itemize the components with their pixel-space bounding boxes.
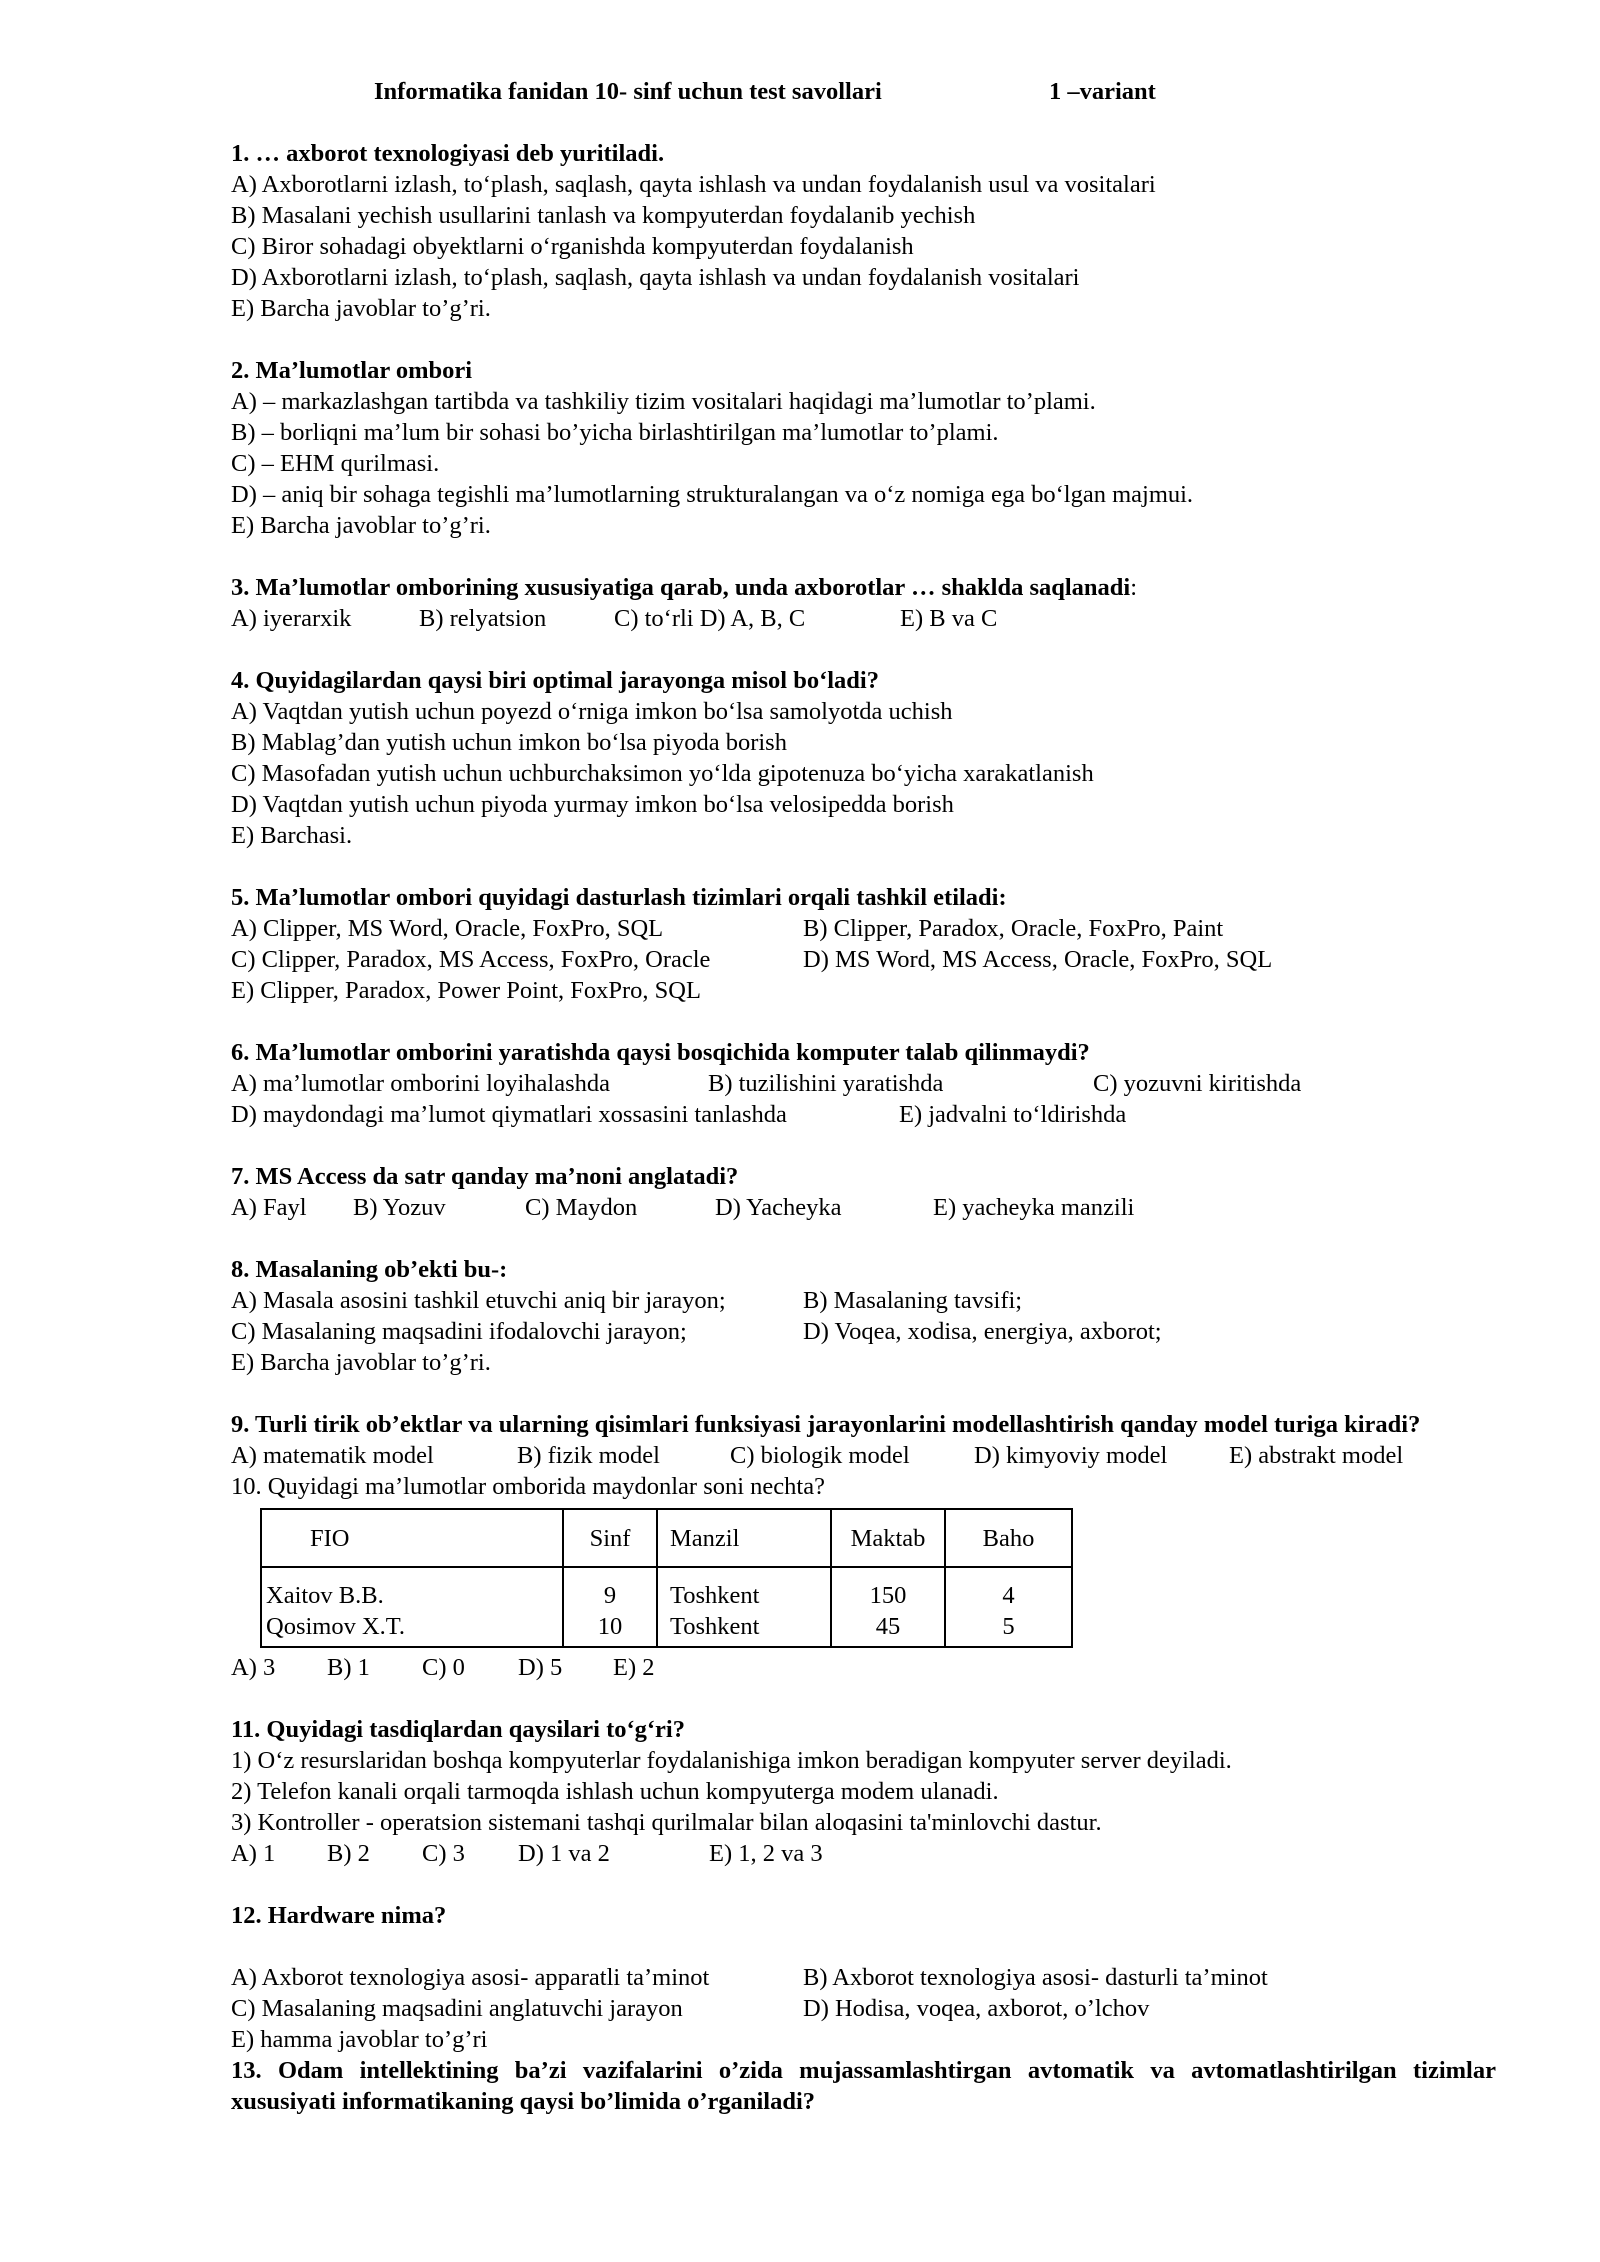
option-d: D) Hodisa, voqea, axborot, o’lchov — [803, 1995, 1150, 2022]
option-c: C) 3 — [422, 1840, 465, 1867]
cell-value: Qosimov X.T. — [266, 1613, 406, 1640]
option-a: A) ma’lumotlar omborini loyihalashda — [231, 1070, 610, 1097]
cell-value: 9 — [603, 1582, 617, 1609]
option-e: E) hamma javoblar to’g’ri — [231, 2026, 488, 2053]
cell-value: 150 — [869, 1582, 907, 1609]
option-a: A) matematik model — [231, 1442, 434, 1469]
options-row — [231, 1285, 1503, 1316]
option-b: B) Yozuv — [353, 1194, 446, 1221]
option-a: A) iyerarxik — [231, 605, 352, 632]
option-b: B) – borliqni ma’lum bir sohasi bo’yicha birlashtirilgan ma’lumotlar to’plami. — [231, 419, 999, 446]
option-d: D) 5 — [518, 1654, 563, 1681]
option-b: B) 1 — [327, 1654, 370, 1681]
options-row — [231, 1440, 1503, 1471]
option-a: A) 3 — [231, 1654, 276, 1681]
question-12 — [231, 1900, 1503, 2055]
option-c: C) 0 — [422, 1654, 465, 1681]
statement-3: 3) Kontroller - operatsion sistemani tashqi qurilmalar bilan aloqasini ta'minlovchi dastur. — [231, 1809, 1102, 1836]
option-c: C) biologik model — [730, 1442, 910, 1469]
question-line — [231, 572, 1503, 603]
cell-value: Toshkent — [670, 1582, 760, 1609]
option-e: E) jadvalni to‘ldirishda — [899, 1101, 1127, 1128]
header-baho: Baho — [945, 1509, 1072, 1567]
options-row — [231, 1068, 1503, 1099]
question-4 — [231, 665, 1503, 851]
cell-value: Toshkent — [670, 1613, 760, 1640]
question-2 — [231, 355, 1503, 541]
option-c: C) Masalaning maqsadini anglatuvchi jarayon — [231, 1995, 683, 2022]
options-row — [231, 1316, 1503, 1347]
option-e: E) abstrakt model — [1229, 1442, 1404, 1469]
option-c: C) – EHM qurilmasi. — [231, 450, 440, 477]
table-cell-maktab — [831, 1567, 945, 1647]
option-c: C) Masofadan yutish uchun uchburchaksimon yo‘lda gipotenuza bo‘yicha xarakatlanish — [231, 760, 1094, 787]
option-e: E) Barchasi. — [231, 822, 353, 849]
option-a: A) – markazlashgan tartibda va tashkiliy tizim vositalari haqidagi ma’lumotlar to’plami. — [231, 388, 1096, 415]
question-8 — [231, 1254, 1503, 1378]
option-b: B) fizik model — [517, 1442, 660, 1469]
option-c: C) Clipper, Paradox, MS Access, FoxPro, Oracle — [231, 946, 711, 973]
question-5 — [231, 882, 1503, 1006]
option-b: B) tuzilishini yaratishda — [708, 1070, 944, 1097]
options-row — [231, 1993, 1503, 2024]
question-11 — [231, 1714, 1503, 1869]
test-page — [231, 76, 1503, 2117]
option-a: A) 1 — [231, 1840, 276, 1867]
question-6 — [231, 1037, 1503, 1130]
header-manzil: Manzil — [657, 1509, 831, 1567]
option-c: C) yozuvni kiritishda — [1093, 1070, 1302, 1097]
question-text: 4. Quyidagilardan qaysi biri optimal jarayonga misol bo‘ladi? — [231, 667, 879, 694]
question-13 — [231, 2055, 1503, 2117]
option-a: A) Masala asosini tashkil etuvchi aniq bir jarayon; — [231, 1287, 726, 1314]
option-a: A) Vaqtdan yutish uchun poyezd o‘rniga imkon bo‘lsa samolyotda uchish — [231, 698, 953, 725]
question-text: 5. Ma’lumotlar ombori quyidagi dasturlash tizimlari orqali tashkil etiladi: — [231, 884, 1007, 911]
header-fio: FIO — [261, 1509, 563, 1567]
option-c: C) Biror sohadagi obyektlarni o‘rganishda kompyuterdan foydalanish — [231, 233, 914, 260]
statement-1: 1) O‘z resurslaridan boshqa kompyuterlar foydalanishiga imkon beradigan kompyuter server deyiladi. — [231, 1747, 1232, 1774]
option-a: A) Clipper, MS Word, Oracle, FoxPro, SQL — [231, 915, 664, 942]
option-e: E) Barcha javoblar to’g’ri. — [231, 1349, 491, 1376]
table-row — [261, 1567, 1072, 1647]
option-a: A) Axborot texnologiya asosi- apparatli ta’minot — [231, 1964, 710, 1991]
question-text: 10. Quyidagi ma’lumotlar omborida maydonlar soni nechta? — [231, 1473, 825, 1500]
question-1 — [231, 138, 1503, 324]
cell-value: 45 — [875, 1613, 901, 1640]
option-d: D) maydondagi ma’lumot qiymatlari xossasini tanlashda — [231, 1101, 787, 1128]
option-c: C) to‘rli D) A, B, C — [614, 605, 806, 632]
options-row — [231, 944, 1503, 975]
cell-value: 10 — [597, 1613, 623, 1640]
page-header — [231, 76, 1503, 107]
option-e: E) Barcha javoblar to’g’ri. — [231, 512, 491, 539]
option-b: B) relyatsion — [419, 605, 547, 632]
options-row — [231, 1838, 1503, 1869]
option-c: C) Masalaning maqsadini ifodalovchi jarayon; — [231, 1318, 687, 1345]
cell-value: 4 — [1002, 1582, 1015, 1609]
option-e: E) yacheyka manzili — [933, 1194, 1135, 1221]
option-e: E) Clipper, Paradox, Power Point, FoxPro, SQL — [231, 977, 701, 1004]
question-10 — [231, 1471, 1503, 1683]
question-9 — [231, 1409, 1503, 1471]
options-row — [231, 1192, 1503, 1223]
option-a: A) Fayl — [231, 1194, 307, 1221]
options-row — [231, 1652, 1503, 1683]
fields-table — [260, 1508, 1073, 1648]
option-d: D) MS Word, MS Access, Oracle, FoxPro, SQL — [803, 946, 1273, 973]
table-cell-sinf — [563, 1567, 657, 1647]
header-maktab: Maktab — [831, 1509, 945, 1567]
option-d: D) kimyoviy model — [974, 1442, 1168, 1469]
option-b: B) Mablag’dan yutish uchun imkon bo‘lsa piyoda borish — [231, 729, 787, 756]
page-title: Informatika fanidan 10- sinf uchun test savollari — [374, 78, 882, 105]
option-b: B) Masalaning tavsifi; — [803, 1287, 1023, 1314]
option-d: D) Yacheyka — [715, 1194, 842, 1221]
question-text: 1. … axborot texnologiyasi deb yuritiladi. — [231, 140, 665, 167]
question-7 — [231, 1161, 1503, 1223]
table-cell-baho — [945, 1567, 1072, 1647]
options-row — [231, 603, 1503, 634]
option-b: B) Clipper, Paradox, Oracle, FoxPro, Paint — [803, 915, 1224, 942]
option-a: A) Axborotlarni izlash, to‘plash, saqlash, qayta ishlash va undan foydalanish usul va vositalari — [231, 171, 1156, 198]
option-e: E) B va C — [900, 605, 998, 632]
header-sinf: Sinf — [563, 1509, 657, 1567]
question-text: 3. Ma’lumotlar omborining xususiyatiga qarab, unda axborotlar … shaklda saqlanadi — [231, 574, 1131, 601]
question-text: 13. Odam intellektining ba’zi vazifalarini o’zida mujassamlashtirgan avtomatik va avtomatlashtirilgan tizimlar xususiyati informatikaning qaysi bo’limida o’rganiladi? — [231, 2057, 1496, 2115]
question-text: 11. Quyidagi tasdiqlardan qaysilari to‘g‘ri? — [231, 1716, 685, 1743]
question-text: 9. Turli tirik ob’ektlar va ularning qisimlari funksiyasi jarayonlarini modellashtirish qanday model turiga kiradi? — [231, 1411, 1421, 1438]
option-d: D) Vaqtdan yutish uchun piyoda yurmay imkon bo‘lsa velosipedda borish — [231, 791, 954, 818]
option-d: D) Axborotlarni izlash, to‘plash, saqlash, qayta ishlash va undan foydalanish vositalari — [231, 264, 1080, 291]
option-e: E) Barcha javoblar to’g’ri. — [231, 295, 491, 322]
option-d: D) 1 va 2 — [518, 1840, 610, 1867]
options-row — [231, 1099, 1503, 1130]
option-d: D) Voqea, xodisa, energiya, axborot; — [803, 1318, 1162, 1345]
option-b: B) Axborot texnologiya asosi- dasturli ta’minot — [803, 1964, 1268, 1991]
question-text: 8. Masalaning ob’ekti bu-: — [231, 1256, 508, 1283]
option-c: C) Maydon — [525, 1194, 638, 1221]
table-cell-fio — [261, 1567, 563, 1647]
option-e: E) 2 — [613, 1654, 655, 1681]
question-colon: : — [1130, 574, 1138, 601]
question-text: 6. Ma’lumotlar omborini yaratishda qaysi bosqichida komputer talab qilinmaydi? — [231, 1039, 1090, 1066]
options-row — [231, 913, 1503, 944]
statement-2: 2) Telefon kanali orqali tarmoqda ishlash uchun kompyuterga modem ulanadi. — [231, 1778, 999, 1805]
question-text: 7. MS Access da satr qanday ma’noni anglatadi? — [231, 1163, 739, 1190]
variant-label: 1 –variant — [1049, 78, 1156, 105]
table-cell-manzil — [657, 1567, 831, 1647]
options-row — [231, 1962, 1503, 1993]
cell-value: 5 — [1002, 1613, 1015, 1640]
option-b: B) Masalani yechish usullarini tanlash va kompyuterdan foydalanib yechish — [231, 202, 976, 229]
cell-value: Xaitov B.B. — [266, 1582, 384, 1609]
option-e: E) 1, 2 va 3 — [709, 1840, 823, 1867]
question-3 — [231, 572, 1503, 634]
question-text: 12. Hardware nima? — [231, 1902, 447, 1929]
table-header-row — [261, 1509, 1072, 1567]
question-text: 2. Ma’lumotlar ombori — [231, 357, 473, 384]
option-d: D) – aniq bir sohaga tegishli ma’lumotlarning strukturalangan va o‘z nomiga ega bo‘lgan majmui. — [231, 481, 1194, 508]
option-b: B) 2 — [327, 1840, 370, 1867]
